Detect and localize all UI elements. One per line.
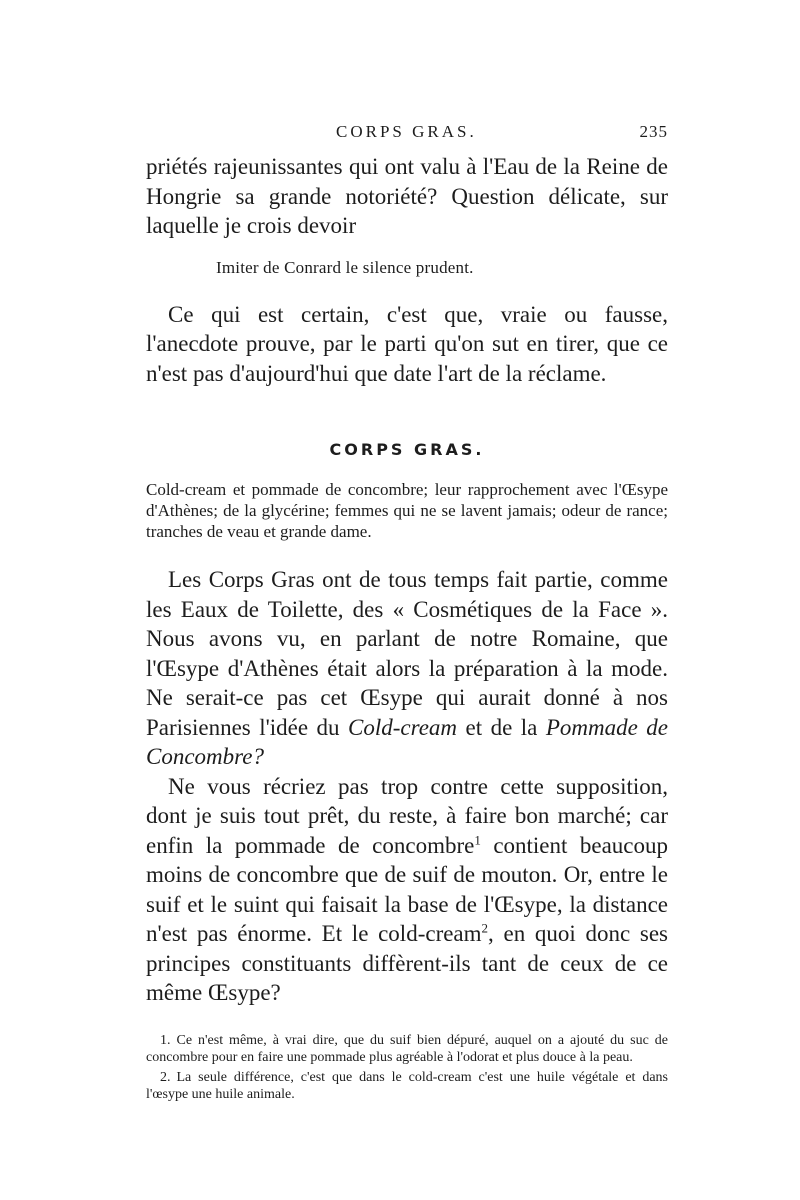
pommade-italic: Pommade de Concombre? [146, 714, 669, 769]
footnote-1 [146, 1032, 668, 1066]
footnote-ref-2: 2 [481, 920, 489, 936]
footnote-1-text: Ce n'est même, à vrai dire, que du suif bien dépuré, auquel on a ajouté du suc de concombre pour en faire une pommade plus agréable à l'odorat et plus douce à la peau. [146, 1032, 668, 1065]
footnotes [146, 1032, 668, 1103]
footnote-2 [146, 1069, 668, 1103]
footnote-2-number: 2. [160, 1069, 171, 1085]
footnote-ref-1: 1 [474, 831, 481, 847]
verse-quote: Imiter de Conrard le silence prudent. [216, 257, 474, 277]
cold-cream-italic: Cold-cream [348, 714, 458, 740]
running-head-title: CORPS GRAS. [336, 122, 477, 141]
page-number: 235 [639, 122, 668, 141]
footnote-2-text: La seule différence, c'est que dans le cold-cream c'est une huile végétale et dans l'œsype une huile animale. [146, 1069, 668, 1102]
closing-paragraph: Ce qui est certain, c'est que, vraie ou fausse, l'anecdote prouve, par le parti qu'on sut en tirer, que ce n'est pas d'aujourd'hui que date l'art de la réclame. [146, 301, 668, 386]
body-paragraph-2-text-b: contient beaucoup moins de concombre que de suif de mouton. Or, entre le suif et le suint qui faisait la base de l'Œsype, la distance n'est pas énorme. Et le cold-cream [146, 832, 669, 946]
section-title: CORPS GRAS. [329, 440, 485, 459]
body-paragraph-2 [146, 772, 668, 1008]
chapter-summary: Cold-cream et pommade de concombre; leur rapprochement avec l'Œsype d'Athènes; de la glycérine; femmes qui ne se lavent jamais; odeur de rance; tranches de veau et grande dame. [146, 480, 668, 541]
body-paragraph-2-text-c: , en quoi donc ses principes constituants diffèrent-ils tant de ceux de ce même Œsype? [146, 921, 668, 1005]
body-paragraph-1-text-a: Les Corps Gras ont de tous temps fait partie, comme les Eaux de Toilette, des « Cosmétiques de la Face ». Nous avons vu, en parlant de notre Romaine, que l'Œsype d'Athènes était alors la préparation à la mode. Ne serait-ce pas cet Œsype qui aurait donné à nos Parisiennes l'idée du [146, 567, 668, 740]
continued-paragraph: priétés rajeunissantes qui ont valu à l'Eau de la Reine de Hongrie sa grande notoriété? Question délicate, sur laquelle je crois devoir [146, 154, 668, 238]
chapter-body [146, 565, 668, 1008]
book-page [146, 122, 668, 1106]
body-paragraph-2-text-a: Ne vous récriez pas trop contre cette supposition, dont je suis tout prêt, du reste, à faire bon marché; car enfin la pommade de concombre [146, 773, 668, 858]
running-head [146, 122, 668, 152]
footnote-1-number: 1. [160, 1032, 171, 1048]
body-paragraph-1 [146, 565, 668, 772]
body-paragraph-1-text-b: et de la [457, 714, 546, 740]
